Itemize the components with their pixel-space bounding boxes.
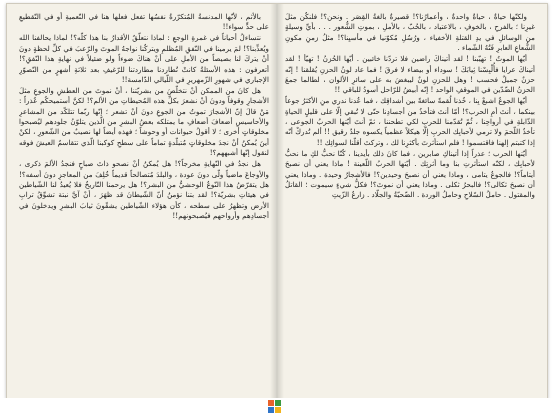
icon-tile — [268, 400, 274, 406]
taskbar — [0, 398, 552, 414]
icon-tile — [268, 407, 274, 413]
right-page — [285, 12, 535, 392]
book-gutter — [270, 4, 284, 398]
paragraph: أيّها الجوعُ اشبعْ بِنا ، خُذنا لُقمةً سائغةً بين أشداقِك ، فما عُدنا ندري منِ الأكثرُ جوعاً بينكما ، أنتَ أمِ الحرب؟! أمّا أنتَ فتأخذُ من أجسادِنا حتّى لا تُبقي إلّا على قليلٍ الحياةِ الذّابلةِ في أرواحِنا ، ثُمّ تُقدّمنا للحربِ لكي تطحننا ، ثمّ أنتَ أيّتها الحربُ الجوعى ، تأخذُ اللّحمَ ولا ترمي لأحبابِك الحربِ إلّا هيكلاً عظمياً يكسوه جلدٌ رقيق !! ألم تُدركْ أنّه إذا كتبتم إلهنا فاقتسموا ! فلم استأثرتَ بأكثرِنا لك ، وتركتَ أقلّنا لسوائِك !! — [285, 96, 535, 147]
icon-tile — [275, 400, 281, 406]
icon-tile — [275, 407, 281, 413]
paragraph: أيّها الموتُ ! تهيّبنا ! لقد أتيناكَ راضين فلا تردّنا خائبين . أيّها الحُزنُ ! تهيّأ ! لقد أتيناكَ عرايا فأُلْبِسْنا ثِيابَكَ ! سوداء أو بيضاء لا فرقَ ! فما عاد لونُ الحزنِ يُقلقنا ! إنّه حزنٌ جميلٌ فحسب ! وهل للحزنِ لونٌ ليبغضَ به على سائرِ الألوان ، لطالما جمعَ الحزنُ الضّدّين في الموقفِ الواحد ! إنّه أبيضُ للرّاحل أسودُ للباقي !! — [285, 54, 535, 95]
viewer-app-icon[interactable] — [268, 400, 281, 413]
paragraph: أيّتها الحرب ؛ عذراً إذا أتيناكِ صابرين ، فما كانَ ذلك بأيدينا ، كُنّا نحبُّ لكِ ما نحبُّ لأحبابِك ، لكنّه استأثرتِ بنا وما أثرتِك . أيّتها الحربُ اللّعينة ! ماذا يعني أن نصبحَ أيتاماً؟! فالجوعُ يتامى ، وماذا يعني أن نصبحَ وحيدين؟! فالأشجارُ وحيدة . وماذا يعني أن نصبحَ ثكالى؟! فالبحرُ ثكلى . وماذا يعني أن نموتَ؟! فكلُّ شيءٍ سيموت ؛ القاتلُ والمقتول . حاملُ السّلاحِ وحاملُ الوردة . الضّحيّةُ والجلّاد . زارعُ الزّيتِ — [285, 148, 535, 200]
paragraph: هل نجدُ في النّهايةِ مخرجاً؟! هل يُمكنُ أنْ نصحو ذاتَ صباحٍ فنجدُ الألمَ ذكرى ، والأوجاعَ ماضياً ولّى دونَ عودة ، والبلدَ مُتصالحاً قديماً خُلِفَ من المعاجزِ دونَ أسفه؟! هل يتقرّضُ هذا النّوعُ الوحشيُّ من البشر؟! هل يرحمنا التّاريخُ فلا يُعيدُ لنا الشّياطين في هيئاتِ بشريّة؟! لقد بتنا نؤمنُ أنّ الشّيطانَ قد ظهَرَ ، أنْ آيَّ نبتة تشوِّقُ ترابِ الأرض وتظهرُ على سطحه ، كأن هؤلاء الشّياطين يشقّونَ ثيابَ البشرِ ويدخلونَ في أجسادِهم وأرواحهم فيُصبحونهم!! — [19, 159, 269, 221]
paragraph: هل كانَ من الممكن أنْ نتخلّصَ من بشريّتنا ، أنْ نموتَ من العطشِ والجوعِ مثلَ الأشجارِ وقوفاً ودونَ أنْ نشعرَ بكلِّ هذه المُحيطاتِ من الألم؟! لكنَّ أستميحكُم عُذراً : مَنْ قالَ إنّ الأشجارَ تموتُ من الجوعِ دونَ أنْ تشعر ؛ إنّها ربّما تتلكّد من المشاعرِ والأحاسيسِ أضعافَ أضعافِ ما يمتلكه بعضُ البشرِ من الّذين يتلوّنُ جلودهم ليُصبحوا مخلوقاتٍ أخرى ؛ لا أقولُ حيوانات أو وحوشاً ؛ فهذه أيضاً لها نصيبٌ من الشّعورِ ، لكنْ أينَ يُمكنُ أنْ نجدَ مخلوقاتٍ مُتبلّدةٍ تماماً على سطحِ كوكبنا الّذي تتقاسمُ العيشَ فوقه لنقول إنّها أشبههم؟! — [19, 85, 269, 158]
book-spread — [6, 3, 548, 399]
paragraph: نتساءلُ أحياناً في غمرةِ الوجعِ : لماذا نتعلّقُ الأقدارُ بنا هذا كلّه؟! لماذا يحالفنا الله ويُعذِّبنا؟! لمَ يرمينا في النّفقِ المُظلمِ ويتركُنا نواجهُ الموتَ والرّعبَ في كلِّ لحظةٍ دونَ أنْ يتركَ لنا بصيصاً من الأملِ على أنْ هناكَ ضوءاً ولو ضئيلاً في نهايةِ هذا النّفقِ؟! أتعرفون : هذه الأسئلةُ كانتْ تُطاردنا مطاردتنا للرّغيفِ بعد ثلاثةِ أشهرٍ من التّصوّرِ الإجباري في شهورِ الزّمهريرِ في اللّيالي الدّامسة!! — [19, 33, 269, 84]
paragraph: ولكنّها حياةٌ ، حياةٌ واحدةٌ ، وأعمارُنا؟! قصيرةٌ بالغةُ القِصَر . ونحن؟! فلنكُن مثلَ غيرِنا ؛ بالفرحِ ، بالخوفِ ، بالاعتياد ، بالحُبّ ، بالأملِ ، بموتِ الشُّعور . . . بأيِّ وسيلةٍ من الوسائلِ في يدِ القتلةِ الأخفياء ، ورُسُلِ مُكوّنيا في مأسيِنا؟! مثلُ زمنِ مكونِ الشُّعاعِ العابرِ فَتُهُ الشّماء . — [285, 12, 535, 53]
paragraph: بالأثم ، لأنّها المدنسةُ المُتكرّرةُ نفسُها تفعل فعلها هنا في التّعميةِ أو في التّقطيعِ على حدٍّ سواء!! — [19, 12, 269, 32]
left-page — [19, 12, 269, 392]
